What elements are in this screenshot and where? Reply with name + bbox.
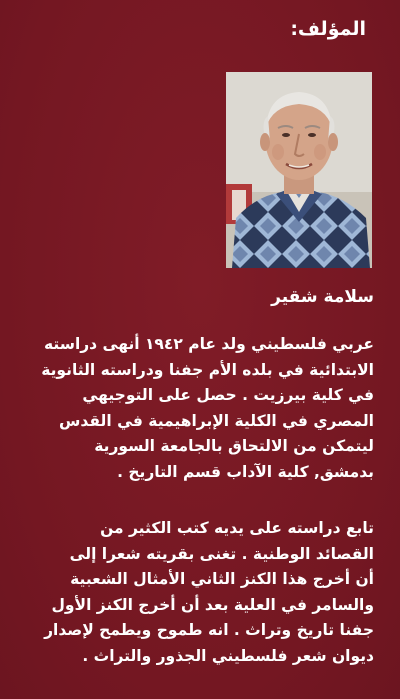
bio-line: القصائد الوطنية . تغنى بقريته شعرا إلى xyxy=(69,544,374,563)
bio-paragraph-2 xyxy=(20,516,374,669)
bio-line: الابتدائية في بلده الأم جفنا ودراسته الثانوية xyxy=(41,360,374,379)
bio-line: والسامر في العلية بعد أن أخرج الكنز الأول xyxy=(51,595,374,614)
bio-line: أن أخرج هذا الكنز الثاني الأمثال الشعبية xyxy=(70,570,374,588)
bio-line: عربي فلسطيني ولد عام ١٩٤٢ أنهى دراسته xyxy=(43,335,374,353)
bio-line: جفنا تاريخ وتراث . انه طموح ويطمح لإصدار xyxy=(44,621,374,639)
author-name: سلامة شقير xyxy=(271,287,374,307)
author-portrait xyxy=(226,72,372,268)
bio-line: في كلية بيرزيت . حصل على التوجيهي xyxy=(82,386,374,404)
bio-line: تابع دراسته على يديه كتب الكثير من xyxy=(100,519,374,537)
bio-line: ديوان شعر فلسطيني الجذور والتراث . xyxy=(82,646,374,665)
section-label-author: المؤلف: xyxy=(290,18,366,40)
bio-line: بدمشق, كلية الآداب قسم التاريخ . xyxy=(117,462,374,481)
bio-paragraph-1 xyxy=(20,332,374,485)
bio-line: ليتمكن من الالتحاق بالجامعة السورية xyxy=(94,437,374,455)
bio-line: المصري في الكلية الإبراهيمية في القدس xyxy=(59,411,374,430)
